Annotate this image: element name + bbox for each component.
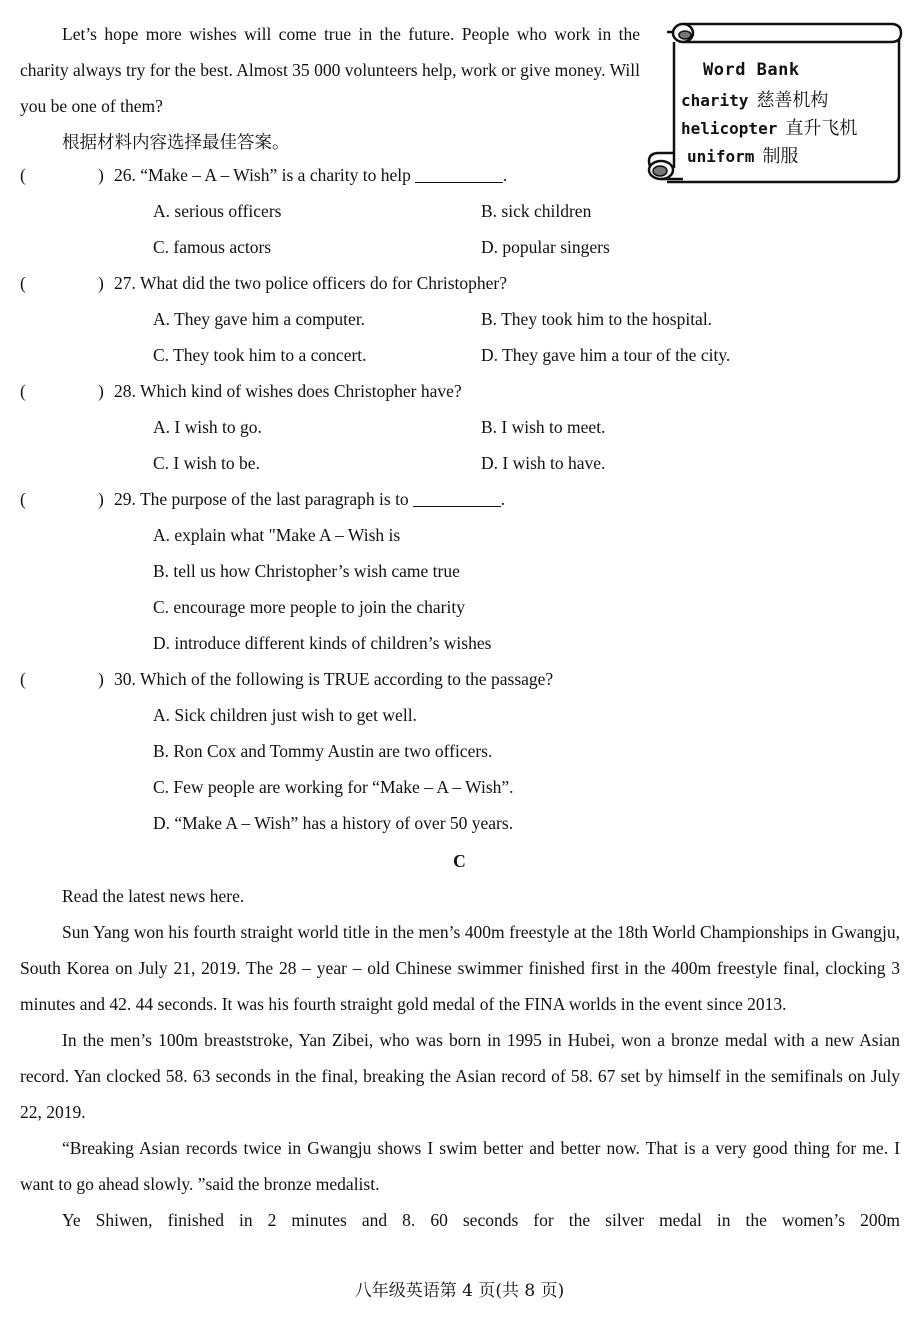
option-a: A. Sick children just wish to get well.: [153, 705, 417, 725]
question-text: 28. Which kind of wishes does Christopher have?: [114, 381, 462, 401]
word-bank-scroll: [643, 20, 903, 188]
question-text: 27. What did the two police officers do for Christopher?: [114, 273, 508, 293]
answer-paren-open: (: [20, 669, 26, 689]
word-bank-chinese: 慈善机构: [756, 90, 829, 111]
question-text: 26. “Make – A – Wish” is a charity to help .: [114, 157, 507, 193]
option-d: D. introduce different kinds of children’s wishes: [153, 633, 492, 653]
answer-paren-open: (: [20, 489, 26, 509]
answer-paren-open: (: [20, 381, 26, 401]
word-bank-english: helicopter: [681, 119, 778, 138]
word-bank-chinese: 制服: [762, 146, 799, 167]
option-d: D. popular singers: [481, 237, 610, 257]
instruction: 根据材料内容选择最佳答案。: [62, 132, 290, 152]
passage-c: [20, 878, 900, 1238]
passage-paragraph: Ye Shiwen, finished in 2 minutes and 8. 60 seconds for the silver medal in the women’s 200m: [62, 1210, 900, 1230]
option-a: A. I wish to go.: [153, 417, 262, 437]
option-d: D. “Make A – Wish” has a history of over 50 years.: [153, 813, 514, 833]
answer-blank: [413, 486, 501, 507]
passage-paragraph: “Breaking Asian records twice in Gwangju shows I swim better and better now. That is a very good thing for me. I want to go ahead slowly. ”said the bronze medalist.: [20, 1138, 900, 1194]
answer-blank: [415, 162, 503, 183]
section-heading-c: C: [453, 851, 466, 871]
option-c: C. I wish to be.: [153, 453, 260, 473]
answer-paren-open: (: [20, 165, 26, 185]
answer-paren-close: ): [98, 273, 104, 293]
option-a: A. serious officers: [153, 201, 282, 221]
option-c: C. They took him to a concert.: [153, 345, 367, 365]
option-d: D. I wish to have.: [481, 453, 606, 473]
passage-paragraph: In the men’s 100m breaststroke, Yan Zibei, who was born in 1995 in Hubei, won a bronze medal with a new Asian record. Yan clocked 58. 63 seconds in the final, breaking the Asian record of 58. 67 set by himself in the semifinals on July 22, 2019.: [20, 1030, 900, 1122]
word-bank-entry: [681, 114, 857, 140]
passage-paragraph: Read the latest news here.: [62, 886, 245, 906]
answer-paren-close: ): [98, 669, 104, 689]
word-bank-english: uniform: [687, 147, 755, 166]
option-b: B. They took him to the hospital.: [481, 309, 713, 329]
answer-paren-close: ): [98, 489, 104, 509]
option-a: A. explain what "Make A – Wish is: [153, 525, 401, 545]
word-bank-entry: [687, 142, 798, 168]
answer-paren-open: (: [20, 273, 26, 293]
answer-paren-close: ): [98, 165, 104, 185]
option-c: C. Few people are working for “Make – A – Wish”.: [153, 777, 514, 797]
option-c: C. encourage more people to join the charity: [153, 597, 465, 617]
option-a: A. They gave him a computer.: [153, 309, 366, 329]
option-b: B. I wish to meet.: [481, 417, 606, 437]
question-text: 30. Which of the following is TRUE according to the passage?: [114, 669, 554, 689]
page-footer: 八年级英语第 4 页(共 8 页): [354, 1281, 565, 1301]
intro-text: Let’s hope more wishes will come true in the future. People who work in the charity always try for the best. Almost 35 000 volunteers help, work or give money. Will you be one of them?: [20, 24, 640, 116]
option-b: B. sick children: [481, 201, 592, 221]
option-d: D. They gave him a tour of the city.: [481, 345, 731, 365]
answer-paren-close: ): [98, 381, 104, 401]
option-c: C. famous actors: [153, 237, 272, 257]
word-bank-english: charity: [681, 91, 749, 110]
option-b: B. tell us how Christopher’s wish came true: [153, 561, 460, 581]
word-bank-entry: [681, 86, 828, 112]
intro-paragraph: [20, 16, 640, 124]
option-b: B. Ron Cox and Tommy Austin are two officers.: [153, 741, 493, 761]
word-bank-chinese: 直升飞机: [785, 118, 858, 139]
passage-paragraph: Sun Yang won his fourth straight world title in the men’s 400m freestyle at the 18th World Championships in Gwangju, South Korea on July 21, 2019. The 28 – year – old Chinese swimmer finished first in the 400m freestyle final, clocking 3 minutes and 42. 44 seconds. It was his fourth straight gold medal of the FINA worlds in the event since 2013.: [20, 922, 900, 1014]
question-text: 29. The purpose of the last paragraph is to .: [114, 481, 505, 517]
word-bank-title: Word Bank: [703, 60, 800, 80]
